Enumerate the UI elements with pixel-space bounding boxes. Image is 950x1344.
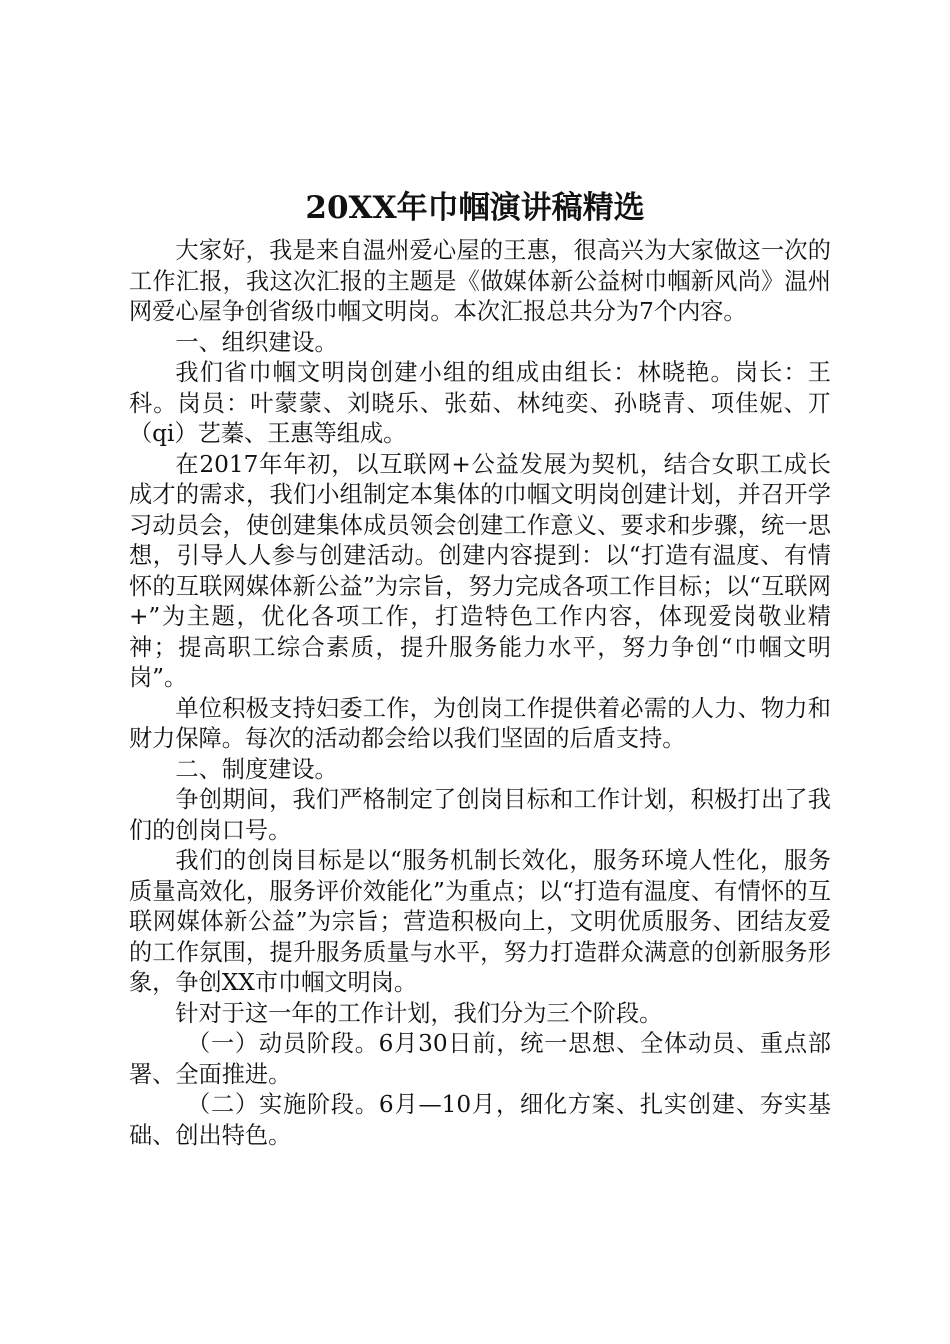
paragraph-creation-plan: 在2017年年初，以互联网+公益发展为契机，结合女职工成长成才的需求，我们小组制定本集体的巾帼文明岗创建计划，并召开学习动员会，使创建集体成员领会创建工作意义、要求和步骤，统一思想，引导人人参与创建活动。创建内容提到：以“打造有温度、有情怀的互联网媒体新公益”为宗旨，努力完成各项工作目标；以“互联网+”为主题，优化各项工作，打造特色工作内容，体现爱岗敬业精神；提高职工综合素质，提升服务能力水平，努力争创“巾帼文明岗”。 (129, 450, 831, 691)
paragraph-intro: 大家好，我是来自温州爱心屋的王惠，很高兴为大家做这一次的工作汇报，我这次汇报的主题是《做媒体新公益树巾帼新风尚》温州网爱心屋争创省级巾帼文明岗。本次汇报总共分为7个内容。 (129, 237, 831, 325)
document-title: 20XX年巾帼演讲稿精选 (305, 190, 645, 226)
section-heading-system: 二、制度建设。 (175, 755, 338, 783)
paragraph-stage-one: （一）动员阶段。6月30日前，统一思想、全体动员、重点部署、全面推进。 (129, 1030, 831, 1088)
paragraph-goals-slogan: 争创期间，我们严格制定了创岗目标和工作计划，积极打出了我们的创岗口号。 (129, 786, 831, 844)
paragraph-team-members: 我们省巾帼文明岗创建小组的组成由组长：林晓艳。岗长：王科。岗员：叶蒙蒙、刘晓乐、张茹、林纯奕、孙晓青、项佳妮、丌（qi）艺蓁、王惠等组成。 (129, 359, 831, 447)
paragraph-creation-goals: 我们的创岗目标是以“服务机制长效化，服务环境人性化，服务质量高效化，服务评价效能化”为重点；以“打造有温度、有情怀的互联网媒体新公益”为宗旨；营造积极向上，文明优质服务、团结友爱的工作氛围，提升服务质量与水平，努力打造群众满意的创新服务形象，争创XX市巾帼文明岗。 (129, 847, 831, 996)
paragraph-three-stages: 针对于这一年的工作计划，我们分为三个阶段。 (175, 999, 663, 1027)
document-body (129, 236, 831, 1151)
paragraph-stage-two: （二）实施阶段。6月—10月，细化方案、扎实创建、夯实基础、创出特色。 (129, 1091, 831, 1149)
paragraph-unit-support: 单位积极支持妇委工作，为创岗工作提供着必需的人力、物力和财力保障。每次的活动都会给以我们坚固的后盾支持。 (129, 694, 831, 752)
section-heading-organization: 一、组织建设。 (175, 328, 338, 356)
